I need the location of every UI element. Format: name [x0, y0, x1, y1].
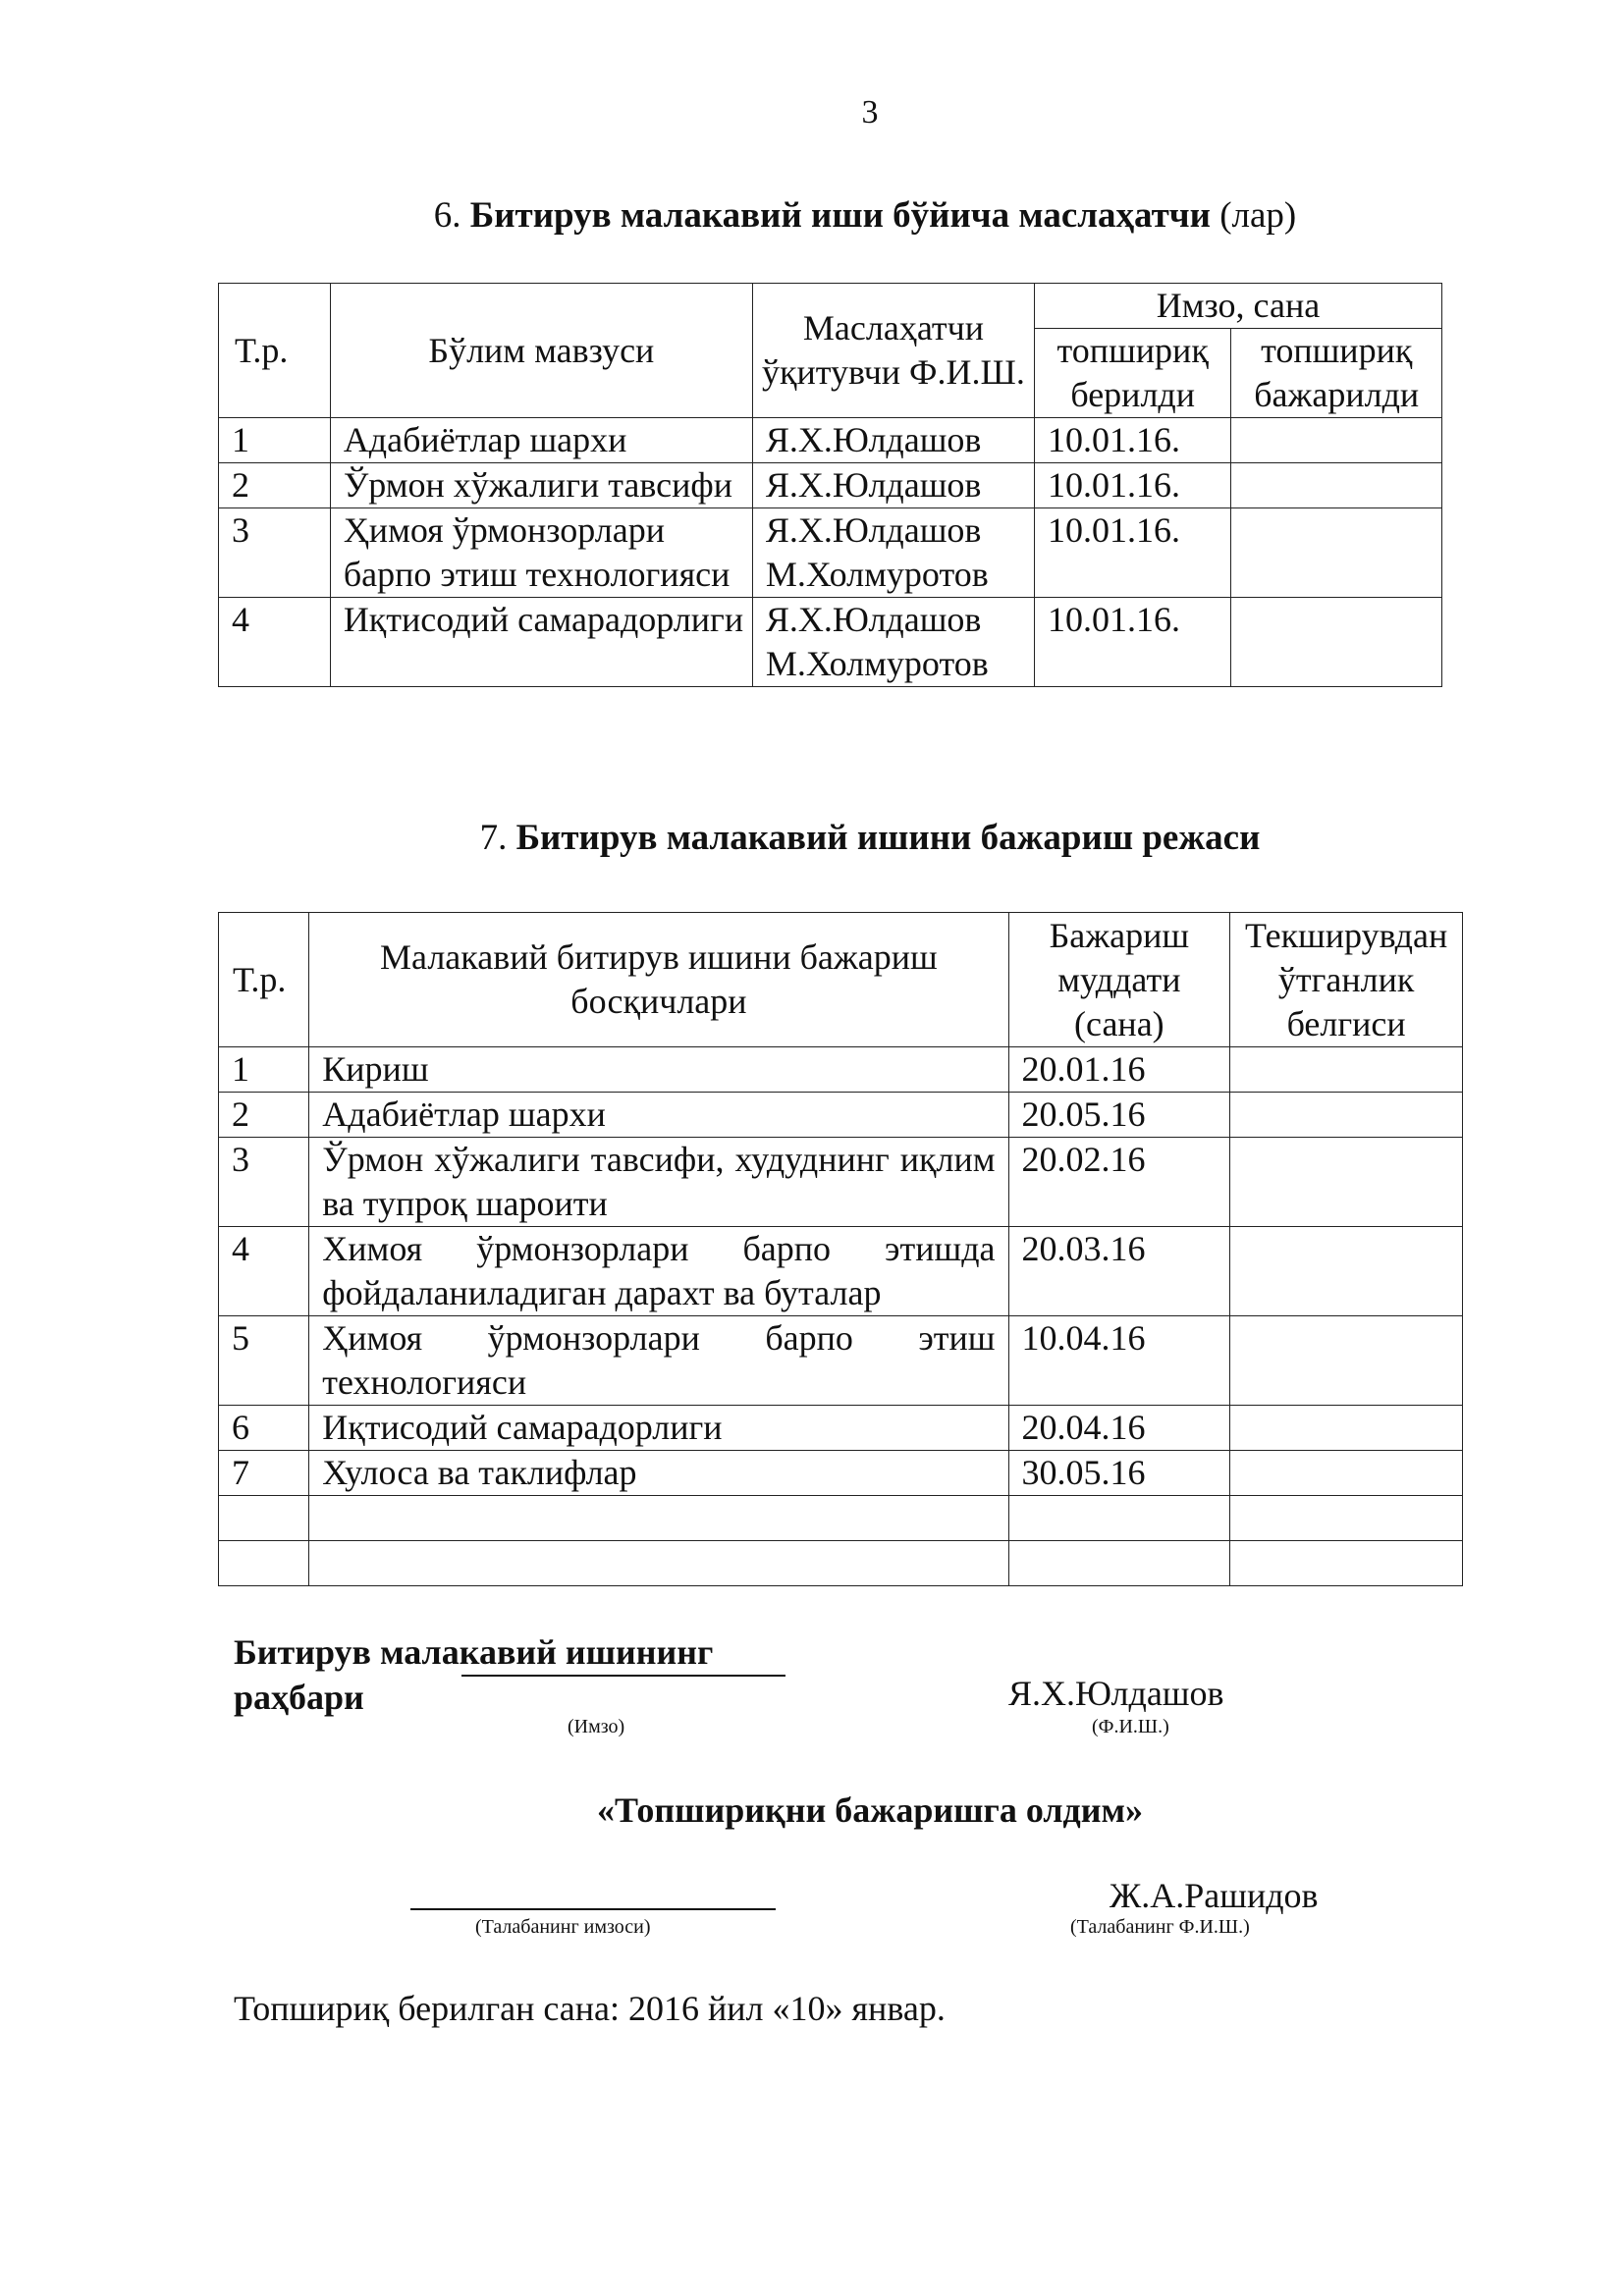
- student-name-caption: (Талабанинг Ф.И.Ш.): [1070, 1916, 1250, 1938]
- check-cell: [1230, 1451, 1463, 1496]
- accepted-title: «Топшириқни бажаришга олдим»: [596, 1790, 1144, 1830]
- header-topic: Бўлим мавзуси: [330, 284, 752, 418]
- given-date-cell: 10.01.16.: [1034, 463, 1230, 508]
- header-deadline: Бажариш муддати (сана): [1008, 913, 1230, 1047]
- check-cell: [1230, 1541, 1463, 1586]
- row-number: 4: [219, 598, 331, 687]
- table-row: [219, 508, 1442, 598]
- page-number: 3: [861, 94, 879, 131]
- stage-cell: Адабиётлар шархи: [309, 1093, 1008, 1138]
- row-number: 2: [219, 463, 331, 508]
- work-plan-table: [218, 912, 1463, 1586]
- table-row: [219, 1496, 1463, 1541]
- check-cell: [1230, 1138, 1463, 1227]
- row-number: 1: [219, 1047, 309, 1093]
- done-cell: [1231, 418, 1442, 463]
- table-row: [219, 463, 1442, 508]
- row-number: 2: [219, 1093, 309, 1138]
- deadline-cell: [1008, 1496, 1230, 1541]
- given-date-cell: 10.01.16.: [1034, 598, 1230, 687]
- stage-cell: Кириш: [309, 1047, 1008, 1093]
- done-cell: [1231, 598, 1442, 687]
- deadline-cell: 20.05.16: [1008, 1093, 1230, 1138]
- section-7-number: 7.: [479, 818, 508, 858]
- table-row: [219, 1406, 1463, 1451]
- table-row: [219, 1451, 1463, 1496]
- row-number: 7: [219, 1451, 309, 1496]
- section-6-title-bold: Битирув малакавий иши бўйича маслаҳатчи: [469, 195, 1211, 236]
- table-row: [219, 1541, 1463, 1586]
- student-signature-line: [410, 1908, 776, 1910]
- header-sign-date: Имзо, сана: [1034, 284, 1441, 329]
- table-row: [219, 598, 1442, 687]
- stage-cell: [309, 1541, 1008, 1586]
- advisor-cell: Я.Х.Юлдашов М.Холмуротов: [752, 598, 1034, 687]
- student-signature-caption: (Талабанинг имзоси): [475, 1916, 651, 1938]
- done-cell: [1231, 463, 1442, 508]
- deadline-cell: 10.04.16: [1008, 1316, 1230, 1406]
- deadline-cell: 20.03.16: [1008, 1227, 1230, 1316]
- header-advisor: Маслаҳатчи ўқитувчи Ф.И.Ш.: [752, 284, 1034, 418]
- row-number: 4: [219, 1227, 309, 1316]
- advisors-table: [218, 283, 1442, 687]
- header-given: топшириқ берилди: [1034, 329, 1230, 418]
- given-date-cell: 10.01.16.: [1034, 508, 1230, 598]
- table-row: [219, 418, 1442, 463]
- issue-date: Топшириқ берилган сана: 2016 йил «10» январ.: [234, 1989, 946, 2028]
- topic-cell: Ҳимоя ўрмонзорлари барпо этиш технологияси: [330, 508, 752, 598]
- row-number: [219, 1496, 309, 1541]
- table-row: [219, 1093, 1463, 1138]
- section-6-title: [0, 194, 1624, 237]
- row-number: 5: [219, 1316, 309, 1406]
- student-name: Ж.А.Рашидов: [1110, 1876, 1319, 1915]
- table-row: [219, 1316, 1463, 1406]
- check-cell: [1230, 1227, 1463, 1316]
- table-row: [219, 1047, 1463, 1093]
- topic-cell: Ўрмон хўжалиги тавсифи: [330, 463, 752, 508]
- advisor-cell: Я.Х.Юлдашов М.Холмуротов: [752, 508, 1034, 598]
- section-6-title-suffix: (лар): [1219, 195, 1297, 236]
- advisor-cell: Я.Х.Юлдашов: [752, 463, 1034, 508]
- row-number: 3: [219, 1138, 309, 1227]
- deadline-cell: [1008, 1541, 1230, 1586]
- done-cell: [1231, 508, 1442, 598]
- supervisor-label-line1: Битирув малакавий ишининг: [234, 1632, 714, 1672]
- advisor-cell: Я.Х.Юлдашов: [752, 418, 1034, 463]
- supervisor-name-caption: (Ф.И.Ш.): [1092, 1716, 1169, 1737]
- supervisor-signature-line: [461, 1675, 785, 1677]
- check-cell: [1230, 1093, 1463, 1138]
- table-row: [219, 1138, 1463, 1227]
- header-tr: Т.р.: [219, 913, 309, 1047]
- topic-cell: Адабиётлар шархи: [330, 418, 752, 463]
- row-number: 6: [219, 1406, 309, 1451]
- header-tr: Т.р.: [219, 284, 331, 418]
- header-check: Текширувдан ўтганлик белгиси: [1230, 913, 1463, 1047]
- stage-cell: Ўрмон хўжалиги тавсифи, худуднинг иқлим ва тупроқ шароити: [309, 1138, 1008, 1227]
- supervisor-name: Я.Х.Юлдашов: [1008, 1674, 1224, 1713]
- supervisor-signature-caption: (Имзо): [568, 1716, 625, 1737]
- row-number: 1: [219, 418, 331, 463]
- check-cell: [1230, 1496, 1463, 1541]
- row-number: 3: [219, 508, 331, 598]
- row-number: [219, 1541, 309, 1586]
- deadline-cell: 20.04.16: [1008, 1406, 1230, 1451]
- stage-cell: Химоя ўрмонзорлари барпо этишда фойдаланиладиган дарахт ва буталар: [309, 1227, 1008, 1316]
- stage-cell: Хулоса ва таклифлар: [309, 1451, 1008, 1496]
- section-7-title-bold: Битирув малакавий ишини бажариш режаси: [515, 818, 1261, 858]
- deadline-cell: 20.02.16: [1008, 1138, 1230, 1227]
- check-cell: [1230, 1316, 1463, 1406]
- given-date-cell: 10.01.16.: [1034, 418, 1230, 463]
- section-7-title: [0, 817, 1624, 859]
- header-done: топшириқ бажарилди: [1231, 329, 1442, 418]
- supervisor-label-line2: раҳбари: [234, 1678, 364, 1717]
- header-stages: Малакавий битирув ишини бажариш босқичлари: [309, 913, 1008, 1047]
- stage-cell: Ҳимоя ўрмонзорлари барпо этиш технологияси: [309, 1316, 1008, 1406]
- deadline-cell: 30.05.16: [1008, 1451, 1230, 1496]
- stage-cell: Иқтисодий самарадорлиги: [309, 1406, 1008, 1451]
- table-row: [219, 1227, 1463, 1316]
- stage-cell: [309, 1496, 1008, 1541]
- section-6-number: 6.: [433, 195, 461, 236]
- check-cell: [1230, 1406, 1463, 1451]
- deadline-cell: 20.01.16: [1008, 1047, 1230, 1093]
- topic-cell: Иқтисодий самарадорлиги: [330, 598, 752, 687]
- check-cell: [1230, 1047, 1463, 1093]
